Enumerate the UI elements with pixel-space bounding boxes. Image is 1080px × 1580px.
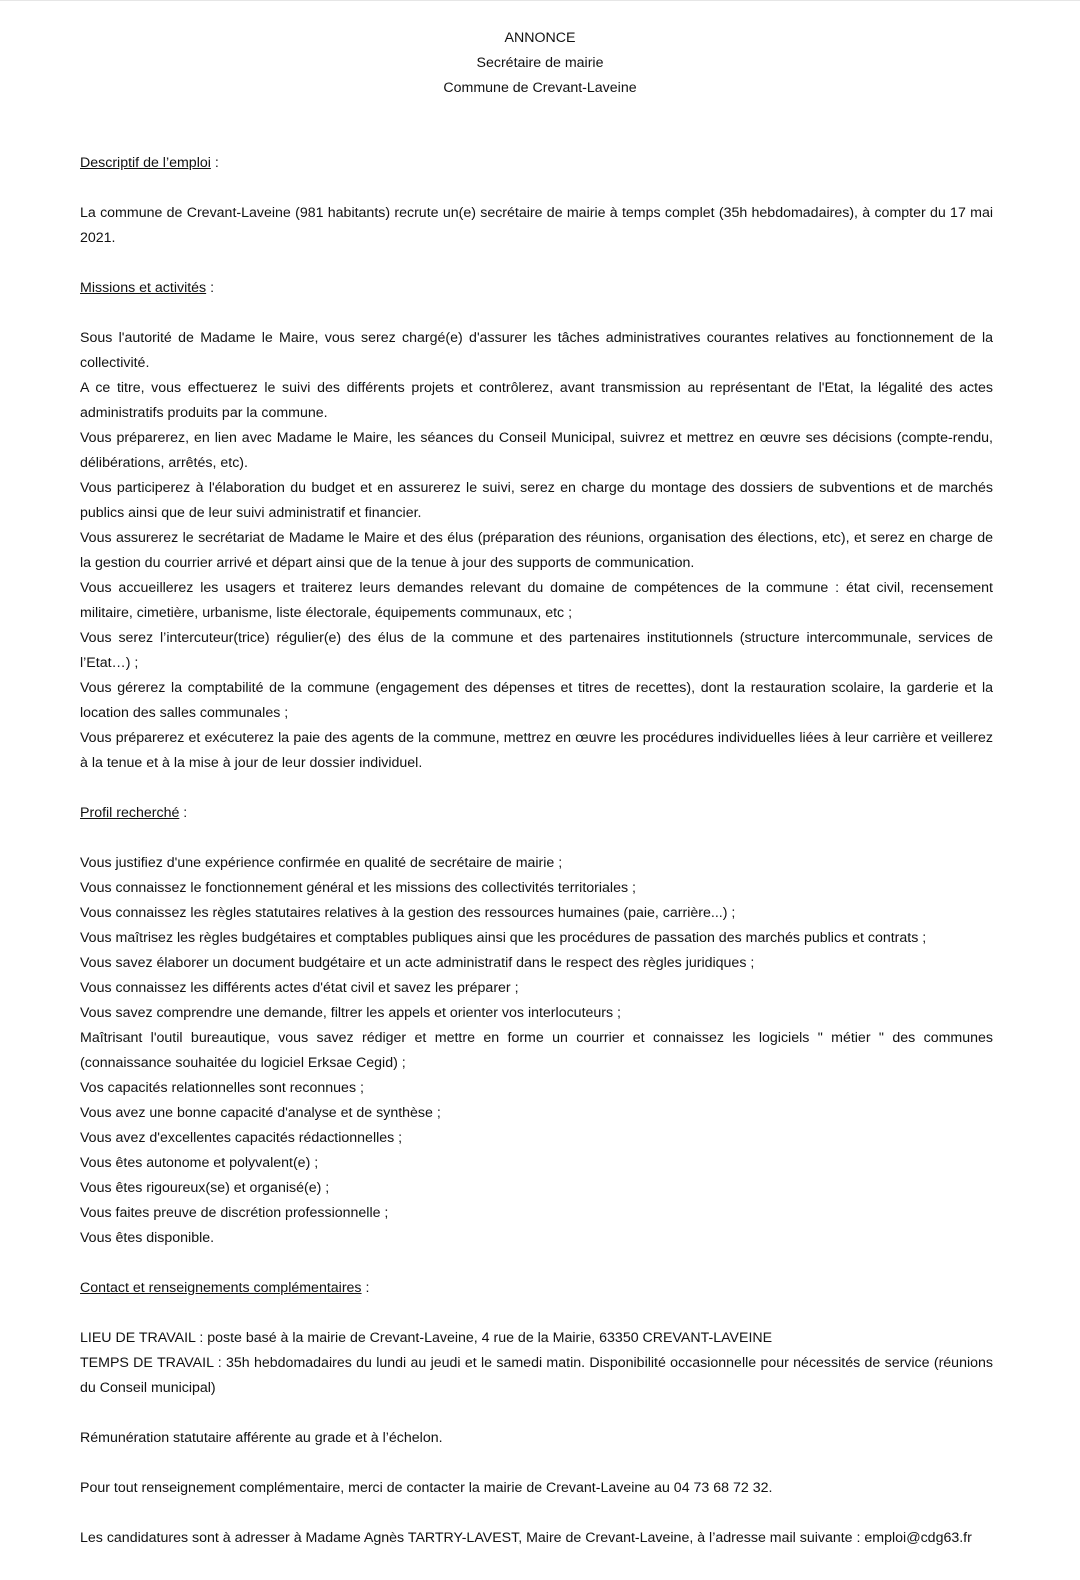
commune-name: Commune de Crevant-Laveine bbox=[443, 80, 637, 96]
profil-item: Vous êtes rigoureux(se) et organisé(e) ; bbox=[80, 1180, 330, 1196]
section-heading-text: Contact et renseignements complémentaires bbox=[80, 1280, 362, 1296]
section-heading-colon: : bbox=[361, 1280, 370, 1296]
profil-item: Vous connaissez les règles statutaires relatives à la gestion des ressources humaines (paie, carrière...) ; bbox=[80, 905, 736, 921]
section-heading-profil bbox=[80, 801, 993, 826]
profil-item: Vous avez d'excellentes capacités rédactionnelles ; bbox=[80, 1130, 403, 1146]
profil-item: Vous justifiez d'une expérience confirmée en qualité de secrétaire de mairie ; bbox=[80, 855, 563, 871]
section-heading-contact bbox=[80, 1276, 993, 1301]
profil-item: Vous êtes disponible. bbox=[80, 1230, 215, 1246]
contact-phone-paragraph: Pour tout renseignement complémentaire, merci de contacter la mairie de Crevant-Laveine au 04 73 68 72 32. bbox=[80, 1480, 773, 1496]
mission-item: Vous participerez à l'élaboration du budget et en assurerez le suivi, serez en charge du montage des dossiers de subventions et de marchés publics ainsi que de leur suivi administratif et financier. bbox=[80, 480, 993, 521]
section-heading-text: Missions et activités bbox=[80, 280, 207, 296]
job-title: Secrétaire de mairie bbox=[476, 55, 604, 71]
profil-item: Vous savez comprendre une demande, filtrer les appels et orienter vos interlocuteurs ; bbox=[80, 1005, 621, 1021]
section-heading-missions bbox=[80, 276, 993, 301]
profil-item: Vous êtes autonome et polyvalent(e) ; bbox=[80, 1155, 319, 1171]
section-heading-colon: : bbox=[206, 280, 215, 296]
remuneration: Rémunération statutaire afférente au grade et à l’échelon. bbox=[80, 1430, 443, 1446]
section-heading-text: Profil recherché bbox=[80, 805, 180, 821]
profil-item: Vos capacités relationnelles sont reconnues ; bbox=[80, 1080, 364, 1096]
profil-item: Vous connaissez les différents actes d'état civil et savez les préparer ; bbox=[80, 980, 519, 996]
mission-item: Vous assurerez le secrétariat de Madame le Maire et des élus (préparation des réunions, organisation des élections, etc), et serez en charge de la gestion du courrier arrivé et départ ainsi que de la tenue à jour des supports de communication. bbox=[80, 530, 993, 571]
mission-item: Vous préparerez et exécuterez la paie des agents de la commune, mettrez en œuvre les procédures individuelles liées à leur carrière et veillerez à la tenue et à la mise à jour de leur dossier individuel. bbox=[80, 730, 993, 771]
profil-item: Vous maîtrisez les règles budgétaires et comptables publiques ainsi que les procédures de passation des marchés publics et contrats ; bbox=[80, 930, 927, 946]
document-body bbox=[80, 151, 993, 1551]
profil-item: Vous savez élaborer un document budgétaire et un acte administratif dans le respect des règles juridiques ; bbox=[80, 955, 755, 971]
candidatures-paragraph: Les candidatures sont à adresser à Madame Agnès TARTRY-LAVEST, Maire de Crevant-Laveine, à l’adresse mail suivante : emploi@cdg63.fr bbox=[80, 1530, 972, 1546]
document-header bbox=[0, 26, 1080, 101]
profil-item: Maîtrisant l'outil bureautique, vous savez rédiger et mettre en forme un courrier et connaissez les logiciels " métier " des communes (connaissance souhaitée du logiciel Erksae Cegid) ; bbox=[80, 1030, 993, 1071]
announcement-label: ANNONCE bbox=[504, 30, 576, 46]
mission-item: Vous gérerez la comptabilité de la commune (engagement des dépenses et titres de recettes), dont la restauration scolaire, la garderie et la location des salles communales ; bbox=[80, 680, 993, 721]
section-heading-text: Descriptif de l’emploi bbox=[80, 155, 211, 171]
section-heading-colon: : bbox=[210, 155, 219, 171]
mission-item: Vous accueillerez les usagers et traiterez leurs demandes relevant du domaine de compétences de la commune : état civil, recensement militaire, cimetière, urbanisme, liste électorale, équipements communaux, etc ; bbox=[80, 580, 993, 621]
profil-item: Vous avez une bonne capacité d'analyse et de synthèse ; bbox=[80, 1105, 441, 1121]
missions-list bbox=[80, 326, 993, 776]
section-heading-colon: : bbox=[179, 805, 188, 821]
section-heading-descriptif bbox=[80, 151, 993, 176]
mission-item: Sous l'autorité de Madame le Maire, vous serez chargé(e) d'assurer les tâches administratives courantes relatives au fonctionnement de la collectivité. bbox=[80, 330, 993, 371]
profil-item: Vous faites preuve de discrétion professionnelle ; bbox=[80, 1205, 389, 1221]
descriptif-paragraph: La commune de Crevant-Laveine (981 habitants) recrute un(e) secrétaire de mairie à temps complet (35h hebdomadaires), à compter du 17 mai 2021. bbox=[80, 205, 993, 246]
lieu-de-travail: LIEU DE TRAVAIL : poste basé à la mairie de Crevant-Laveine, 4 rue de la Mairie, 63350 CREVANT-LAVEINE bbox=[80, 1330, 773, 1346]
mission-item: Vous préparerez, en lien avec Madame le Maire, les séances du Conseil Municipal, suivrez et mettrez en œuvre ses décisions (compte-rendu, délibérations, arrêtés, etc). bbox=[80, 430, 993, 471]
mission-item: A ce titre, vous effectuerez le suivi des différents projets et contrôlerez, avant transmission au représentant de l'Etat, la légalité des actes administratifs produits par la commune. bbox=[80, 380, 993, 421]
profil-list bbox=[80, 851, 993, 1251]
profil-item: Vous connaissez le fonctionnement général et les missions des collectivités territoriales ; bbox=[80, 880, 636, 896]
mission-item: Vous serez l’intercuteur(trice) régulier(e) des élus de la commune et des partenaires institutionnels (structure intercommunale, services de l’Etat…) ; bbox=[80, 630, 993, 671]
temps-de-travail: TEMPS DE TRAVAIL : 35h hebdomadaires du lundi au jeudi et le samedi matin. Disponibilité occasionnelle pour nécessités de service (réunions du Conseil municipal) bbox=[80, 1355, 993, 1396]
